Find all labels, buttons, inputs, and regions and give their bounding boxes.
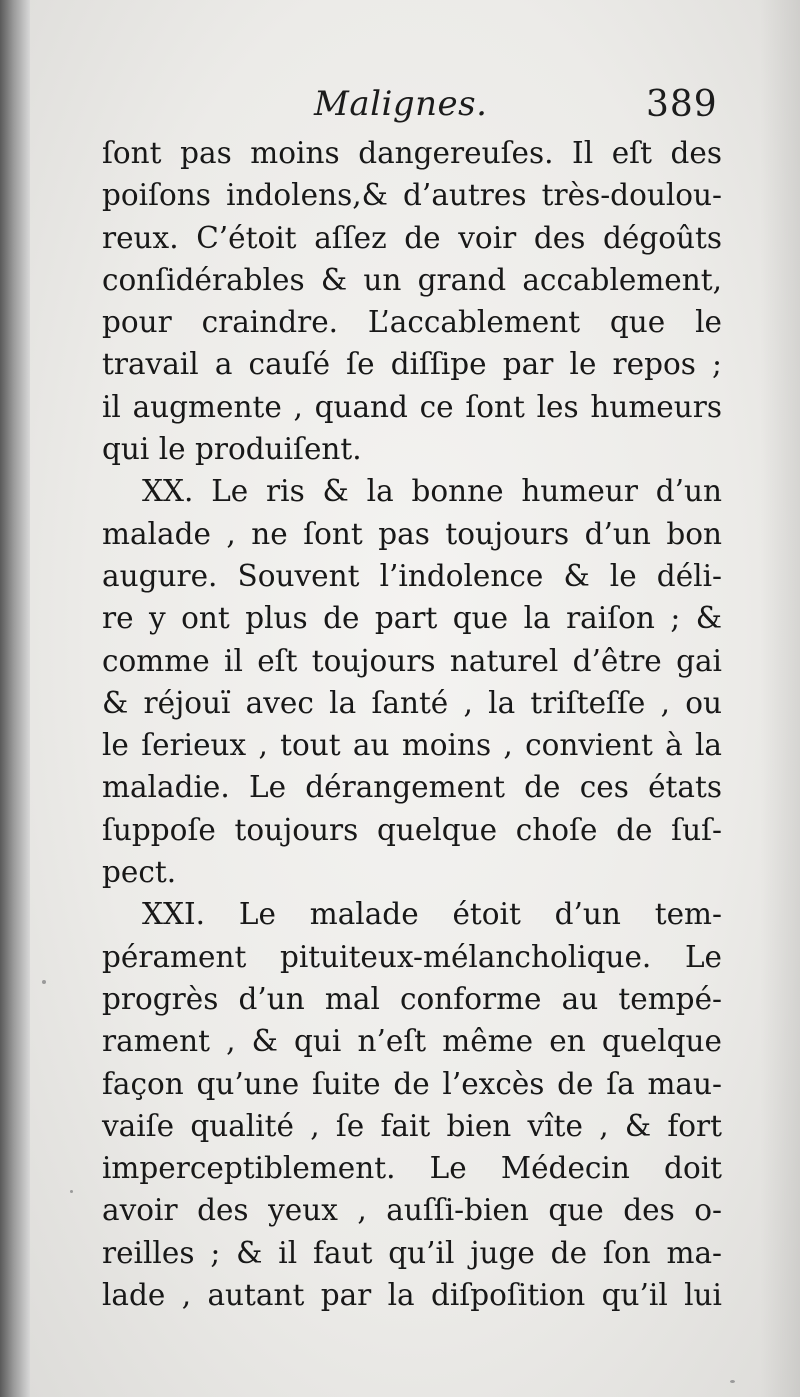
text-line: pour craindre. L’accablement que le (102, 305, 722, 340)
text-line: façon qu’une ſuite de l’excès de ſa mau- (102, 1066, 722, 1101)
book-page (30, 0, 800, 1397)
paper-speck (730, 1380, 735, 1383)
text-line: augure. Souvent l’indolence & le déli- (102, 558, 722, 593)
body-text (102, 132, 722, 1316)
text-line: poiſons indolens,& d’autres très-doulou- (102, 178, 722, 213)
paper-speck (42, 980, 46, 984)
text-line: le ſerieux , tout au moins , convient à la (102, 728, 722, 763)
paper-speck (70, 1190, 73, 1193)
text-line: malade , ne ſont pas toujours d’un bon (102, 516, 722, 551)
text-line: lade , autant par la diſpoſition qu’il lui (102, 1278, 722, 1313)
page-number: 389 (646, 84, 718, 125)
text-line: qui le produiſent. (102, 432, 362, 467)
text-line: pérament pituiteux-mélancholique. Le (102, 939, 722, 974)
text-line: maladie. Le dérangement de ces états (102, 770, 722, 805)
text-line: reilles ; & il faut qu’il juge de ſon ma- (102, 1235, 722, 1270)
page-header (30, 84, 800, 134)
text-line: comme il eſt toujours naturel d’être gai (102, 643, 722, 678)
text-line: imperceptiblement. Le Médecin doit (102, 1151, 722, 1186)
text-line: avoir des yeux , auſſi-bien que des o- (102, 1193, 722, 1228)
text-line: conſidérables & un grand accablement, (102, 262, 722, 297)
text-line: ſuppoſe toujours quelque choſe de ſuſ- (102, 812, 722, 847)
book-gutter (0, 0, 34, 1397)
text-line: travail a cauſé ſe diſſipe par le repos ; (102, 347, 722, 382)
text-line: il augmente , quand ce ſont les humeurs (102, 389, 722, 424)
text-line: reux. C’étoit aſſez de voir des dégoûts (102, 220, 722, 255)
section-start-line: XXI. Le malade étoit d’un tem- (142, 897, 722, 932)
text-line: re y ont plus de part que la raiſon ; & (102, 601, 722, 636)
text-line: ſont pas moins dangereuſes. Il eſt des (102, 136, 722, 170)
text-line: rament , & qui n’eſt même en quelque (102, 1024, 722, 1059)
text-line: pect. (102, 855, 177, 890)
text-line: vaiſe qualité , ſe fait bien vîte , & fort (102, 1108, 722, 1143)
page-edge-shadow (760, 0, 800, 1397)
running-head: Malignes. (314, 84, 488, 124)
text-line: & réjouï avec la ſanté , la triſteſſe , ou (102, 685, 722, 720)
text-line: progrès d’un mal conforme au tempé- (102, 981, 722, 1016)
section-start-line: XX. Le ris & la bonne humeur d’un (142, 474, 722, 509)
